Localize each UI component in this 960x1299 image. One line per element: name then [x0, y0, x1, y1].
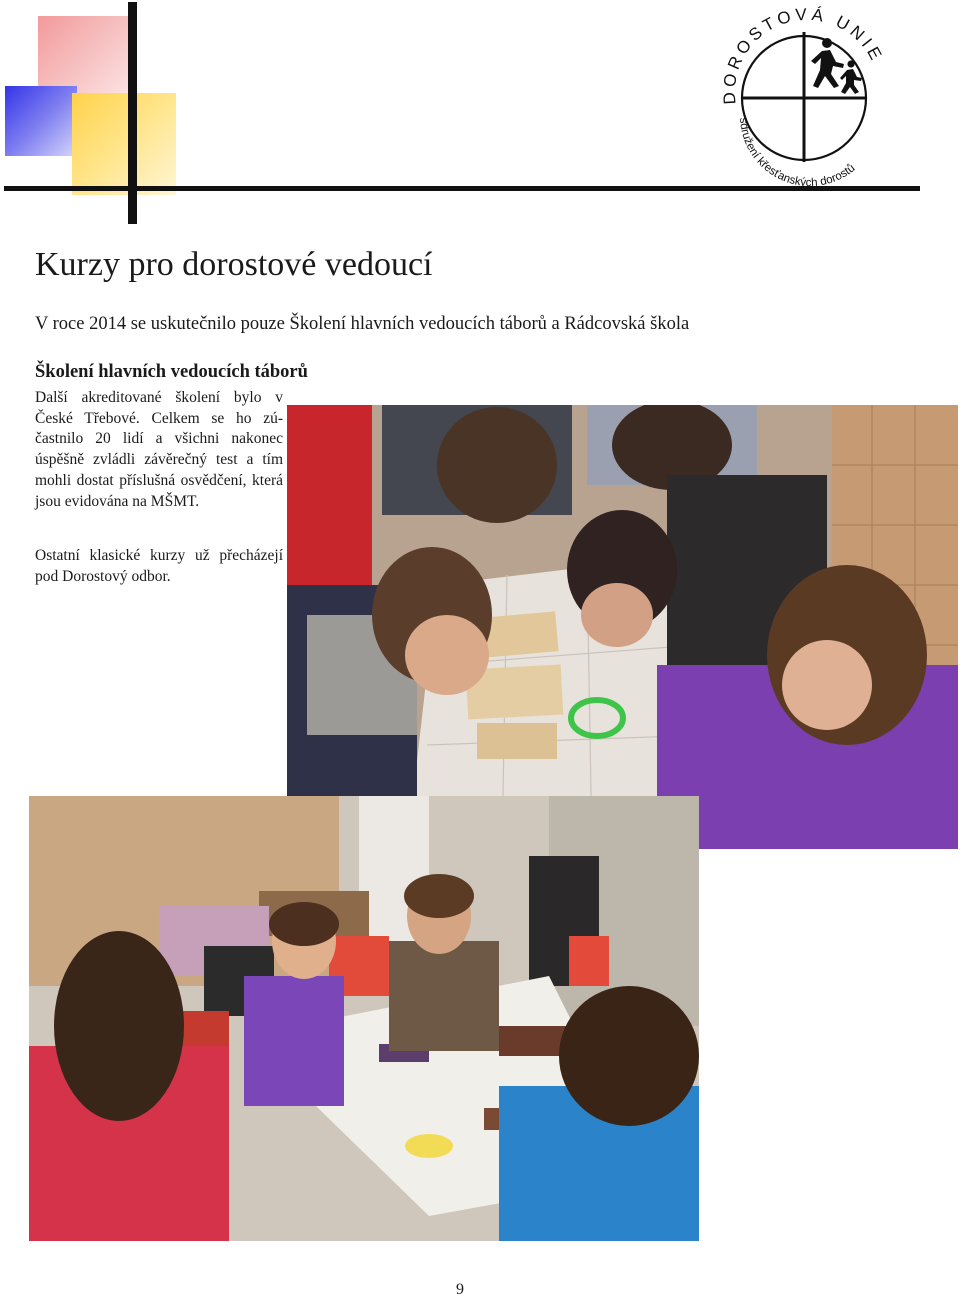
svg-text:sdružení křesťanských dorostů — [737, 117, 857, 189]
logo-arc-text-top: DOROSTOVÁ UNIE — [719, 6, 888, 105]
logo-graphic — [712, 6, 908, 192]
decor-square-yellow — [72, 93, 176, 195]
section-heading: Školení hlavních vedoucích táborů — [35, 362, 308, 382]
body-paragraph-2: Ostatní klasické kurzy už přecházejí pod Dorostový odbor. — [35, 547, 283, 585]
dorostova-unie-logo — [712, 6, 908, 192]
body-paragraph-1: Další akreditované školení bylo v České Třebové. Celkem se ho zúčastnilo 20 lidí a všichni nakonec úspěšně zvládli závěrečný test a tím mohli dostat příslušná osvědčení, která jsou evidována na MŠMT. — [35, 389, 283, 510]
photo-children-masks-table — [29, 796, 699, 1241]
intro-paragraph: V roce 2014 se uskutečnilo pouze Školení hlavních vedoucích táborů a Rádcovská škola — [35, 314, 690, 334]
page-number: 9 — [456, 1281, 464, 1298]
logo-arc-text-bottom: sdružení křesťanských dorostů — [736, 117, 858, 190]
photo-children-floor-papers — [287, 405, 958, 849]
page-title: Kurzy pro dorostové vedoucí — [35, 246, 433, 283]
decor-square-blue — [5, 86, 77, 156]
